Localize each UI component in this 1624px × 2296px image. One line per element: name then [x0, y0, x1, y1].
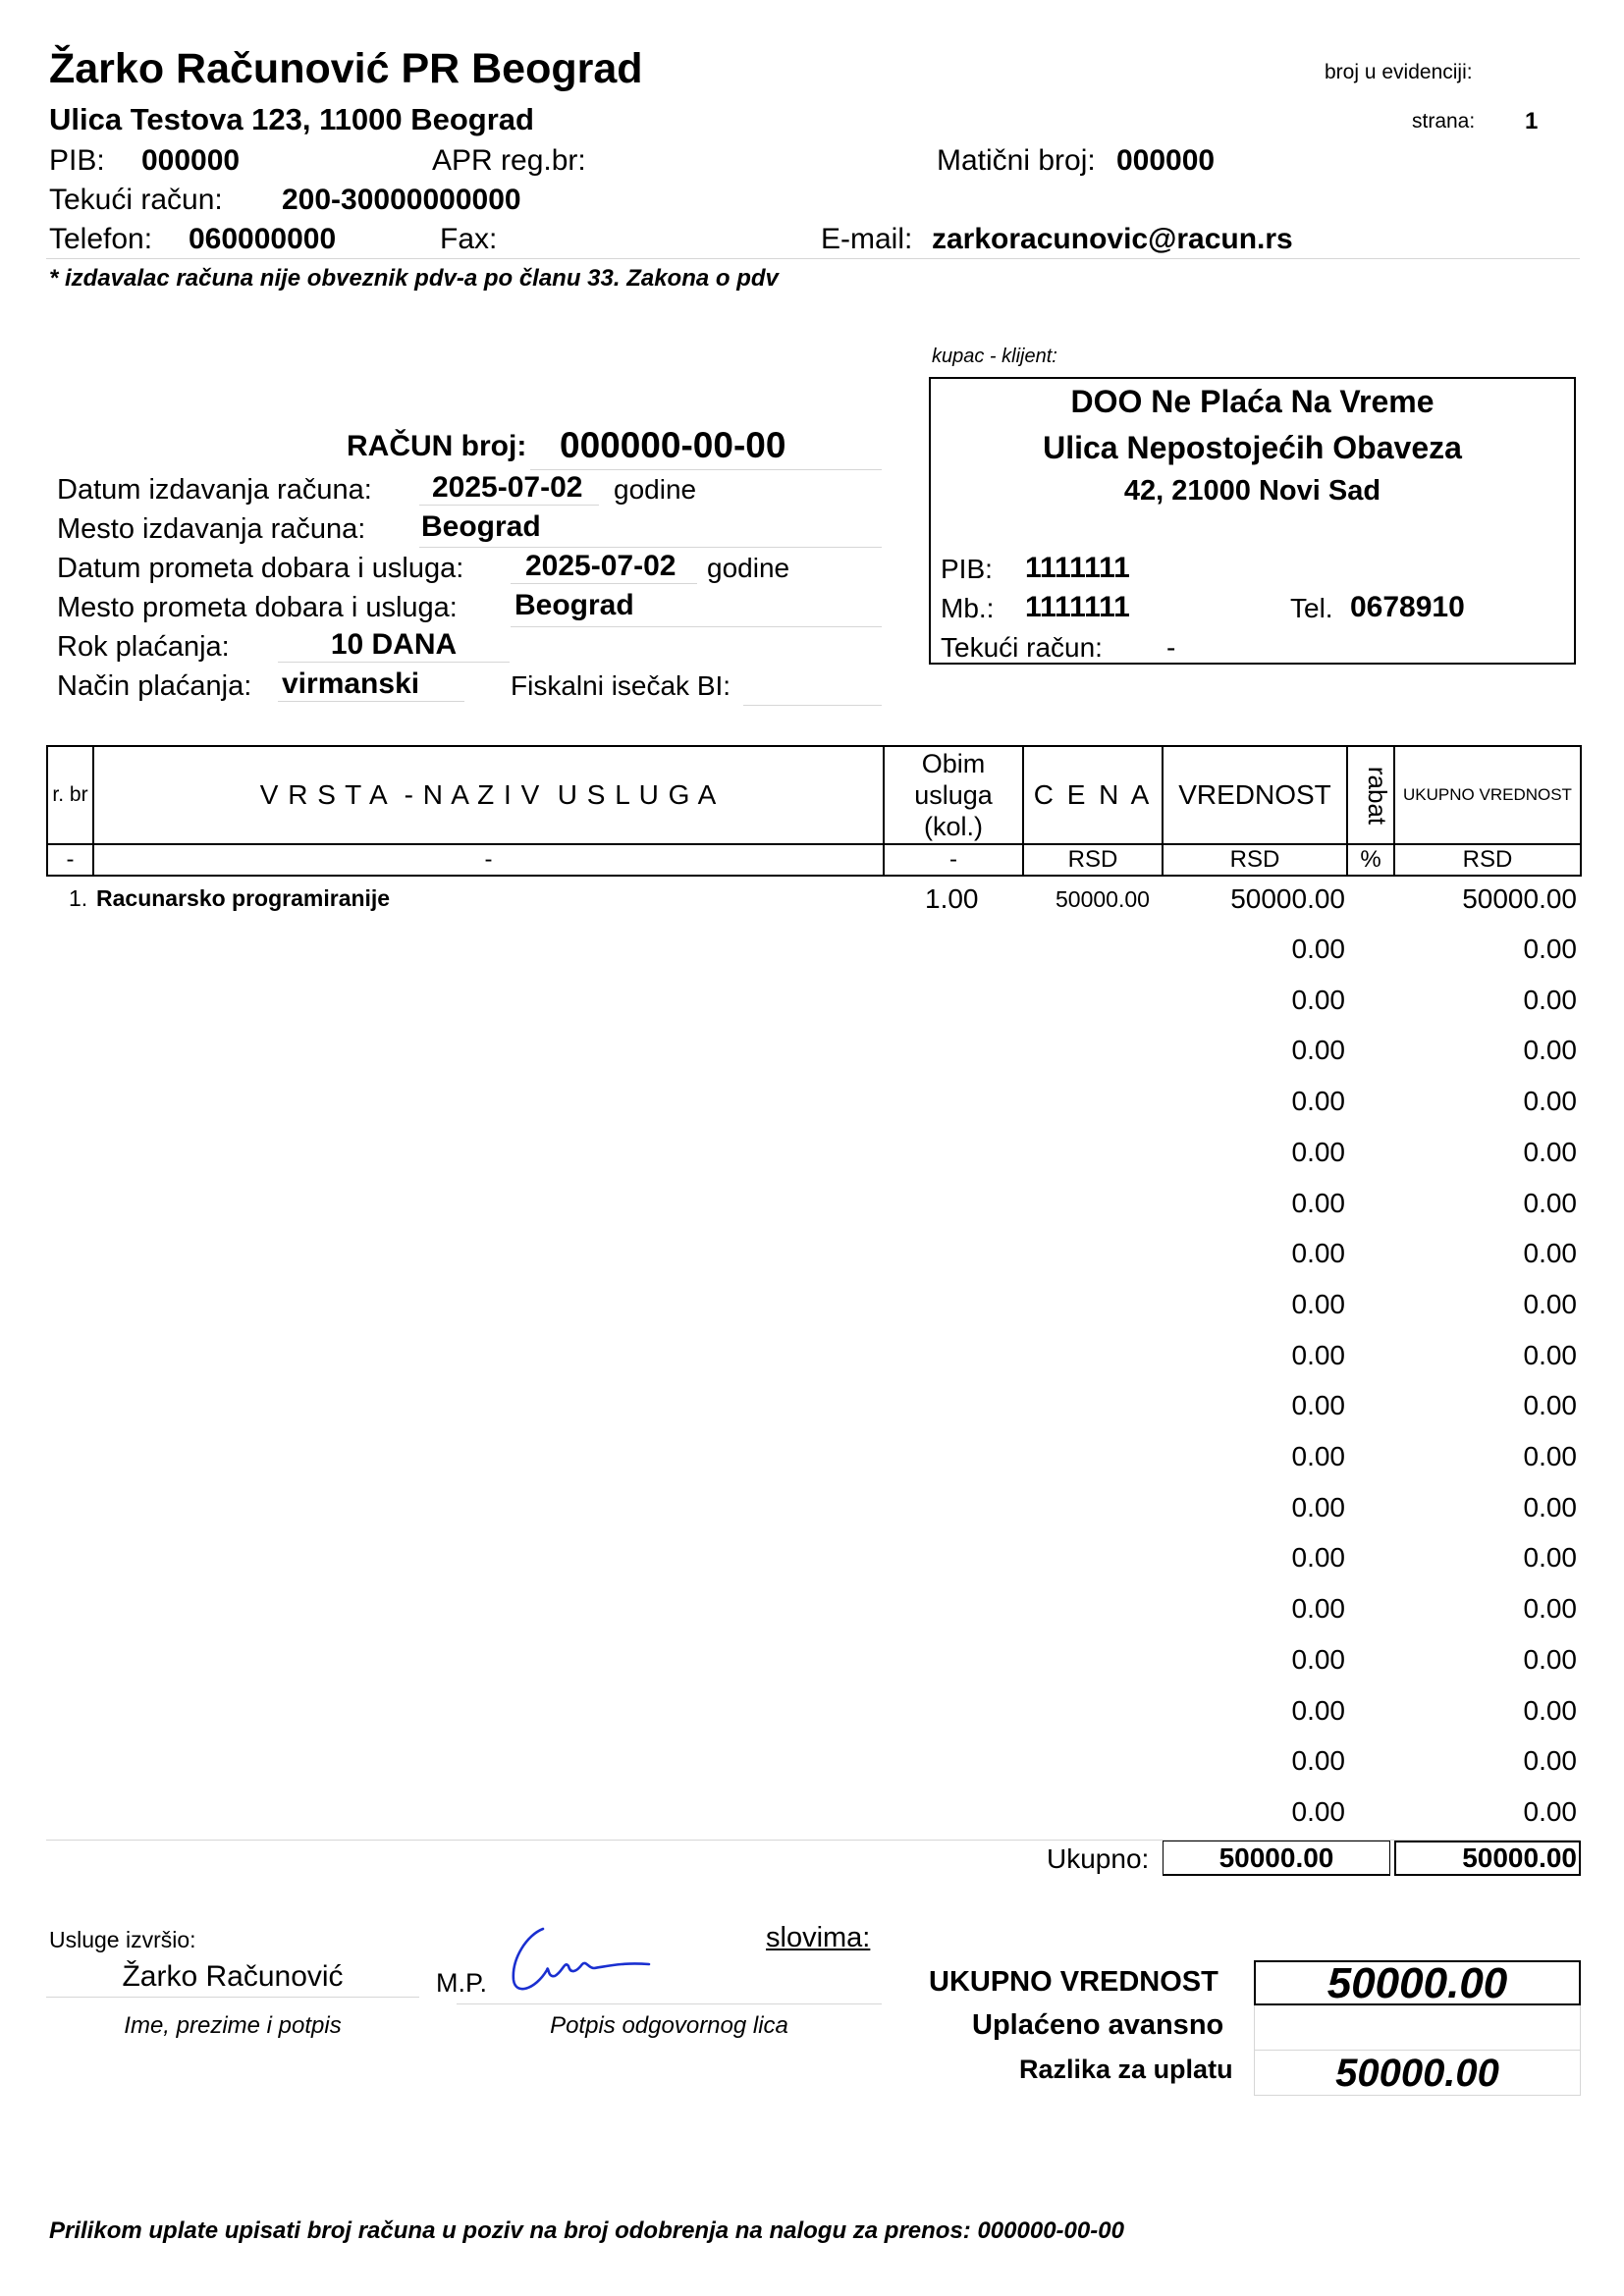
empty-row-value: 0.00	[1291, 1492, 1345, 1522]
buyer-pib-label: PIB:	[941, 554, 993, 584]
supply-place: Beograd	[514, 589, 634, 621]
issue-date-label: Datum izdavanja računa:	[57, 474, 372, 506]
unit-value: RSD	[1163, 844, 1347, 876]
sum-total: 50000.00	[1394, 1841, 1581, 1876]
buyer-account-label: Tekući račun:	[941, 632, 1103, 663]
empty-row-total: 0.00	[1523, 1289, 1577, 1319]
empty-row-total: 0.00	[1523, 1441, 1577, 1471]
seller-mb: 000000	[1116, 144, 1216, 177]
empty-row-total: 0.00	[1523, 1695, 1577, 1726]
header-discount	[1347, 746, 1394, 844]
seller-name: Žarko Računović PR Beograd	[49, 45, 643, 92]
supply-date-label: Datum prometa dobara i usluga:	[57, 553, 464, 584]
vat-note: * izdavalac računa nije obveznik pdv-a po članu 33. Zakona o pdv	[49, 265, 779, 292]
empty-row-total: 0.00	[1523, 1593, 1577, 1624]
unit-qty: -	[884, 844, 1023, 876]
header-name: V R S T A - N A Z I V U S L U G A	[93, 746, 884, 844]
empty-row-value: 0.00	[1291, 1542, 1345, 1573]
responsible-caption: Potpis odgovornog lica	[550, 2012, 788, 2039]
items-table-header	[46, 745, 1582, 877]
empty-row-total: 0.00	[1523, 1745, 1577, 1776]
empty-row-total: 0.00	[1523, 1644, 1577, 1675]
advance-label: Uplaćeno avansno	[972, 2009, 1224, 2041]
empty-row-total: 0.00	[1523, 1340, 1577, 1370]
performer-name: Žarko Računović	[46, 1960, 419, 1998]
invoice-number-underline	[530, 469, 882, 470]
empty-row-value: 0.00	[1291, 1745, 1345, 1776]
mp-label: M.P.	[436, 1968, 488, 1998]
seller-address: Ulica Testova 123, 11000 Beograd	[49, 102, 534, 136]
header-qty-line1: Obim	[921, 749, 986, 778]
header-rbr: r. br	[47, 746, 93, 844]
seller-pib: 000000	[141, 144, 241, 177]
seller-email-label: E-mail:	[821, 223, 913, 255]
advance-value	[1254, 2005, 1581, 2051]
empty-row-total: 0.00	[1523, 1137, 1577, 1167]
issue-date: 2025-07-02	[419, 471, 599, 506]
item-number: 1.	[69, 885, 88, 911]
empty-row-total: 0.00	[1523, 1188, 1577, 1218]
page-label: strana:	[1412, 110, 1476, 133]
unit-name: -	[93, 844, 884, 876]
sum-value: 50000.00	[1163, 1841, 1390, 1876]
unit-discount: %	[1347, 844, 1394, 876]
buyer-tel: 0678910	[1350, 591, 1465, 623]
empty-row-value: 0.00	[1291, 1441, 1345, 1471]
empty-row-value: 0.00	[1291, 1340, 1345, 1370]
payment-note: Prilikom uplate upisati broj računa u poziv na broj odobrenja na nalogu za prenos: 000000-00-00	[49, 2217, 1124, 2244]
header-divider	[46, 258, 1580, 259]
supply-date-year: godine	[707, 553, 790, 583]
issue-place-underline	[419, 547, 882, 548]
buyer-street: Ulica Nepostojećih Obaveza	[1043, 430, 1462, 465]
total-label: UKUPNO VREDNOST	[929, 1966, 1218, 1998]
buyer-tel-label: Tel.	[1290, 593, 1333, 623]
seller-account: 200-30000000000	[282, 184, 521, 216]
empty-row-value: 0.00	[1291, 1695, 1345, 1726]
seller-phone: 060000000	[189, 223, 337, 255]
issue-place: Beograd	[421, 510, 541, 543]
header-qty-line3: (kol.)	[924, 812, 983, 841]
signature-image	[506, 1921, 653, 2004]
empty-row-total: 0.00	[1523, 1238, 1577, 1268]
item-qty: 1.00	[925, 883, 979, 914]
payment-label: Način plaćanja:	[57, 670, 252, 702]
signature-line	[457, 2003, 882, 2004]
buyer-caption: kupac - klijent:	[932, 346, 1057, 367]
item-total: 50000.00	[1462, 883, 1577, 914]
performed-label: Usluge izvršio:	[49, 1927, 196, 1952]
supply-place-label: Mesto prometa dobara i usluga:	[57, 592, 458, 623]
header-qty	[884, 746, 1023, 844]
empty-row-value: 0.00	[1291, 1188, 1345, 1218]
page-number: 1	[1525, 108, 1539, 134]
invoice-number: 000000-00-00	[560, 425, 786, 465]
header-value: VREDNOST	[1163, 746, 1347, 844]
payment: virmanski	[278, 667, 464, 702]
unit-rbr: -	[47, 844, 93, 876]
seller-pib-label: PIB:	[49, 144, 105, 177]
empty-row-value: 0.00	[1291, 1289, 1345, 1319]
issue-place-label: Mesto izdavanja računa:	[57, 513, 366, 545]
empty-row-value: 0.00	[1291, 934, 1345, 964]
buyer-mb-label: Mb.:	[941, 593, 995, 623]
due: 10 DANA	[278, 628, 510, 663]
buyer-city: 42, 21000 Novi Sad	[1123, 475, 1381, 507]
item-value: 50000.00	[1230, 883, 1345, 914]
buyer-account: -	[1166, 632, 1176, 663]
empty-row-value: 0.00	[1291, 1035, 1345, 1065]
due-label: Rok plaćanja:	[57, 631, 230, 663]
buyer-name: DOO Ne Plaća Na Vreme	[1070, 384, 1435, 419]
item-price: 50000.00	[1056, 886, 1150, 912]
supply-place-underline	[511, 626, 882, 627]
grand-total: 50000.00	[1254, 1960, 1581, 2005]
empty-row-value: 0.00	[1291, 1593, 1345, 1624]
seller-apr-label: APR reg.br:	[432, 144, 586, 177]
seller-phone-label: Telefon:	[49, 223, 153, 255]
empty-row-total: 0.00	[1523, 1035, 1577, 1065]
empty-row-total: 0.00	[1523, 934, 1577, 964]
header-discount-text: rabat	[1363, 766, 1393, 826]
empty-row-total: 0.00	[1523, 1390, 1577, 1420]
supply-date: 2025-07-02	[511, 550, 697, 584]
empty-row-value: 0.00	[1291, 985, 1345, 1015]
unit-total: RSD	[1394, 844, 1581, 876]
diff-label: Razlika za uplatu	[1019, 2055, 1233, 2084]
header-qty-line2: usluga	[914, 780, 993, 810]
seller-mb-label: Matični broj:	[937, 144, 1096, 177]
diff-value: 50000.00	[1254, 2051, 1581, 2096]
seller-email[interactable]: zarkoracunovic@racun.rs	[932, 223, 1293, 255]
buyer-box	[929, 377, 1576, 665]
fiscal-underline	[743, 705, 882, 706]
empty-row-value: 0.00	[1291, 1644, 1345, 1675]
empty-row-value: 0.00	[1291, 1390, 1345, 1420]
header-price: C E N A	[1023, 746, 1163, 844]
seller-fax-label: Fax:	[440, 223, 498, 255]
fiscal-label: Fiskalni isečak BI:	[511, 670, 731, 701]
empty-row-total: 0.00	[1523, 985, 1577, 1015]
empty-row-total: 0.00	[1523, 1492, 1577, 1522]
seller-account-label: Tekući račun:	[49, 184, 223, 216]
unit-price: RSD	[1023, 844, 1163, 876]
empty-row-value: 0.00	[1291, 1238, 1345, 1268]
empty-row-total: 0.00	[1523, 1086, 1577, 1116]
item-name: Racunarsko programiranije	[96, 885, 391, 911]
buyer-pib: 1111111	[1025, 552, 1130, 584]
empty-row-total: 0.00	[1523, 1796, 1577, 1827]
issue-date-year: godine	[614, 474, 697, 505]
words-label: slovima:	[766, 1922, 871, 1953]
invoice-number-label: RAČUN broj:	[347, 430, 527, 462]
empty-row-value: 0.00	[1291, 1796, 1345, 1827]
empty-row-value: 0.00	[1291, 1086, 1345, 1116]
empty-row-value: 0.00	[1291, 1137, 1345, 1167]
sum-label: Ukupno:	[1047, 1843, 1150, 1874]
evidence-label: broj u evidenciji:	[1325, 61, 1473, 83]
name-caption: Ime, prezime i potpis	[124, 2012, 342, 2039]
header-total: UKUPNO VREDNOST	[1394, 746, 1581, 844]
empty-row-total: 0.00	[1523, 1542, 1577, 1573]
buyer-mb: 1111111	[1025, 591, 1130, 623]
